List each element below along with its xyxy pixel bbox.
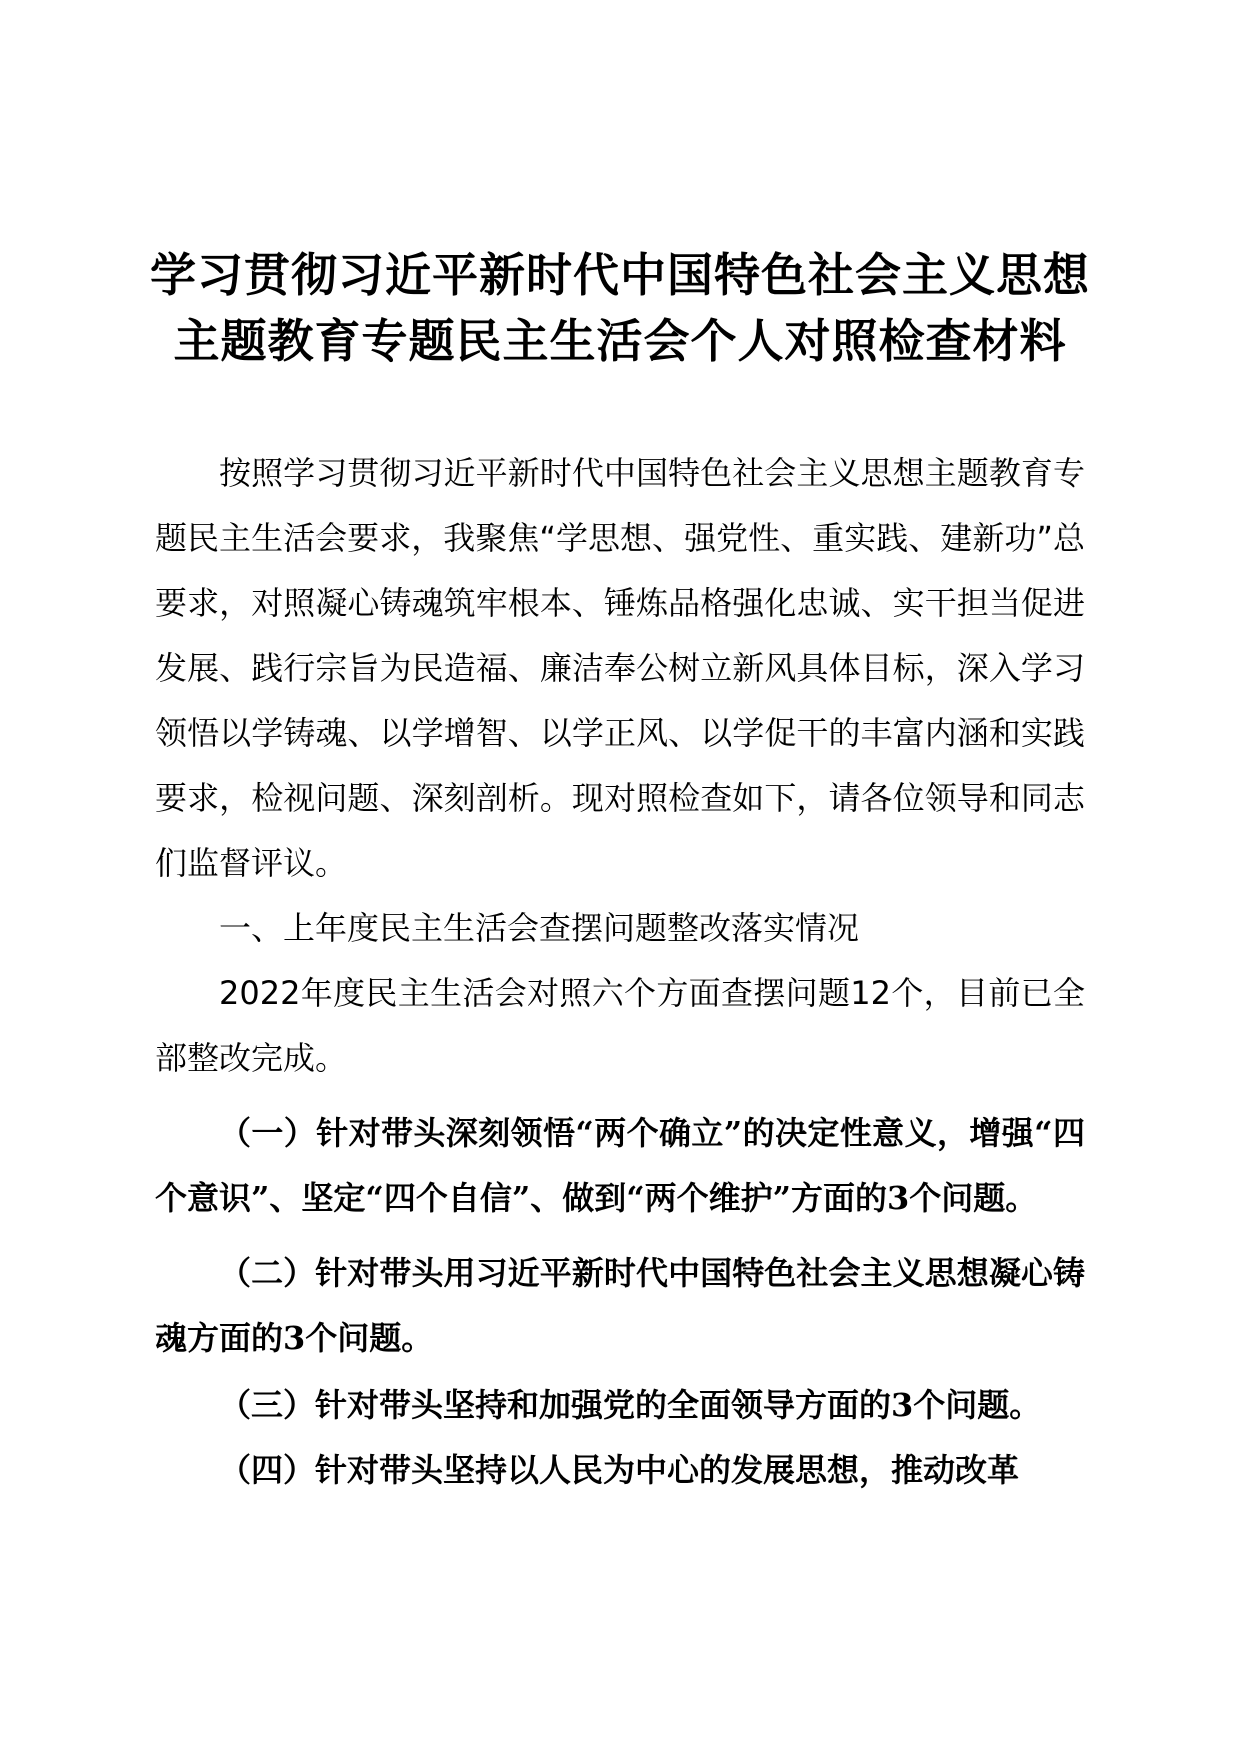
item-1-heading: （一）针对带头深刻领悟“两个确立”的决定性意义，增强“四个意识”、坚定“四个自信”、做到“两个维护”方面的3个问题。 bbox=[155, 1114, 1085, 1217]
item-2-heading: （二）针对带头用习近平新时代中国特色社会主义思想凝心铸魂方面的3个问题。 bbox=[155, 1254, 1085, 1357]
document-title-line-1: 学习贯彻习近平新时代中国特色社会主义思想 bbox=[150, 248, 1090, 302]
section-1-text: 2022年度民主生活会对照六个方面查摆问题12个，目前已全部整改完成。 bbox=[155, 974, 1085, 1077]
document-body bbox=[155, 441, 1085, 1503]
item-3-heading: （三）针对带头坚持和加强党的全面领导方面的3个问题。 bbox=[219, 1386, 1042, 1424]
section-1-heading: 一、上年度民主生活会查摆问题整改落实情况 bbox=[219, 909, 860, 947]
item-4-heading: （四）针对带头坚持以人民为中心的发展思想，推动改革 bbox=[219, 1451, 1020, 1489]
intro-paragraph: 按照学习贯彻习近平新时代中国特色社会主义思想主题教育专题民主生活会要求，我聚焦“学思想、强党性、重实践、建新功”总要求，对照凝心铸魂筑牢根本、锤炼品格强化忠诚、实干担当促进发展、践行宗旨为民造福、廉洁奉公树立新风具体目标，深入学习领悟以学铸魂、以学增智、以学正风、以学促干的丰富内涵和实践要求，检视问题、深刻剖析。现对照检查如下，请各位领导和同志们监督评议。 bbox=[155, 454, 1085, 882]
document-title-line-2: 主题教育专题民主生活会个人对照检查材料 bbox=[173, 314, 1067, 368]
